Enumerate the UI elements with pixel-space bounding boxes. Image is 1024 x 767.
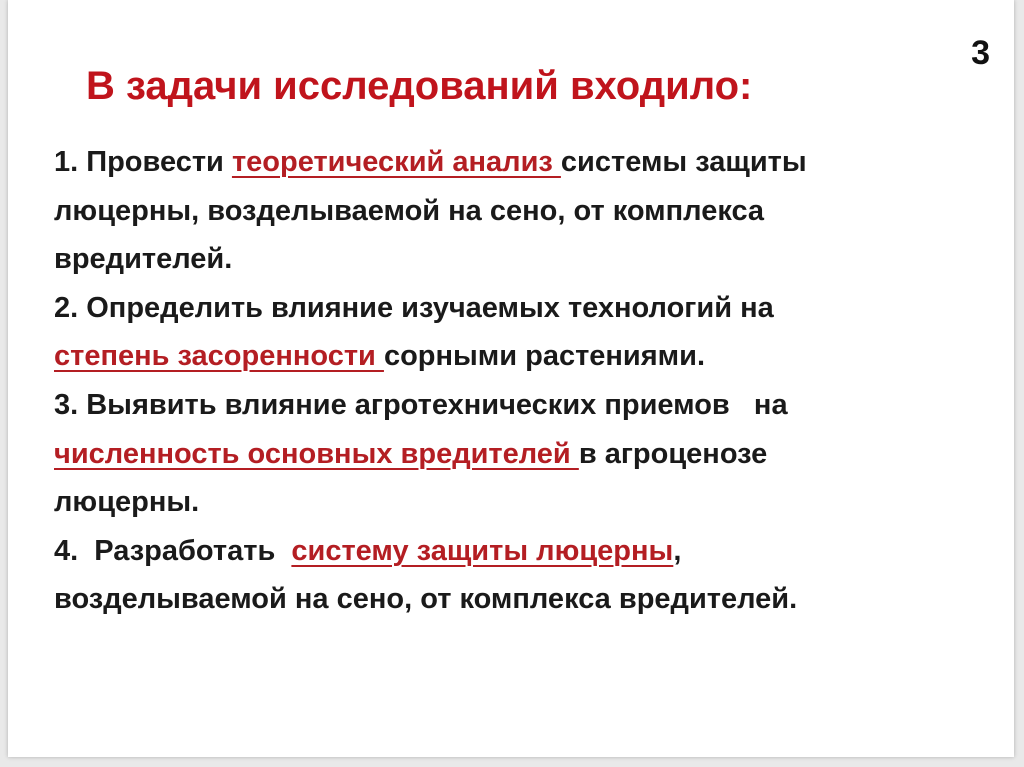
task-line-1 <box>54 138 994 187</box>
line-text: , <box>673 534 682 567</box>
task-line-10 <box>54 575 994 624</box>
slide-title: В задачи исследований входило: <box>86 64 753 108</box>
line-text: 3. Выявить влияние агротехнических приемов на <box>54 388 788 421</box>
page-number: 3 <box>971 34 990 72</box>
line-text: люцерны, возделываемой на сено, от комплекса <box>54 194 765 227</box>
line-text: 1. Провести <box>54 146 232 178</box>
task-line-2 <box>54 187 994 236</box>
task-line-9 <box>54 527 994 576</box>
task-line-7 <box>54 430 994 479</box>
task-line-6 <box>54 381 994 430</box>
line-text: сорными растениями. <box>383 340 706 373</box>
line-text: возделываемой на сено, от комплекса вредителей. <box>54 583 798 616</box>
highlighted-phrase: систему защиты люцерны <box>291 534 674 567</box>
task-line-4 <box>54 284 994 333</box>
task-list <box>54 138 994 624</box>
task-line-5 <box>54 332 994 381</box>
highlighted-phrase: численность основных вредителей <box>54 437 579 470</box>
line-text: в агроценозе <box>578 437 768 470</box>
highlighted-phrase: теоретический анализ <box>231 146 561 178</box>
line-text: 4. Разработать <box>54 534 292 567</box>
task-line-8 <box>54 478 994 527</box>
line-text: системы защиты <box>560 146 807 178</box>
line-text: люцерны. <box>54 486 200 519</box>
highlighted-phrase: степень засоренности <box>54 340 384 373</box>
line-text: 2. Определить влияние изучаемых технологий на <box>54 291 774 324</box>
slide <box>8 0 1014 757</box>
task-line-3 <box>54 235 994 284</box>
line-text: вредителей. <box>54 243 233 276</box>
